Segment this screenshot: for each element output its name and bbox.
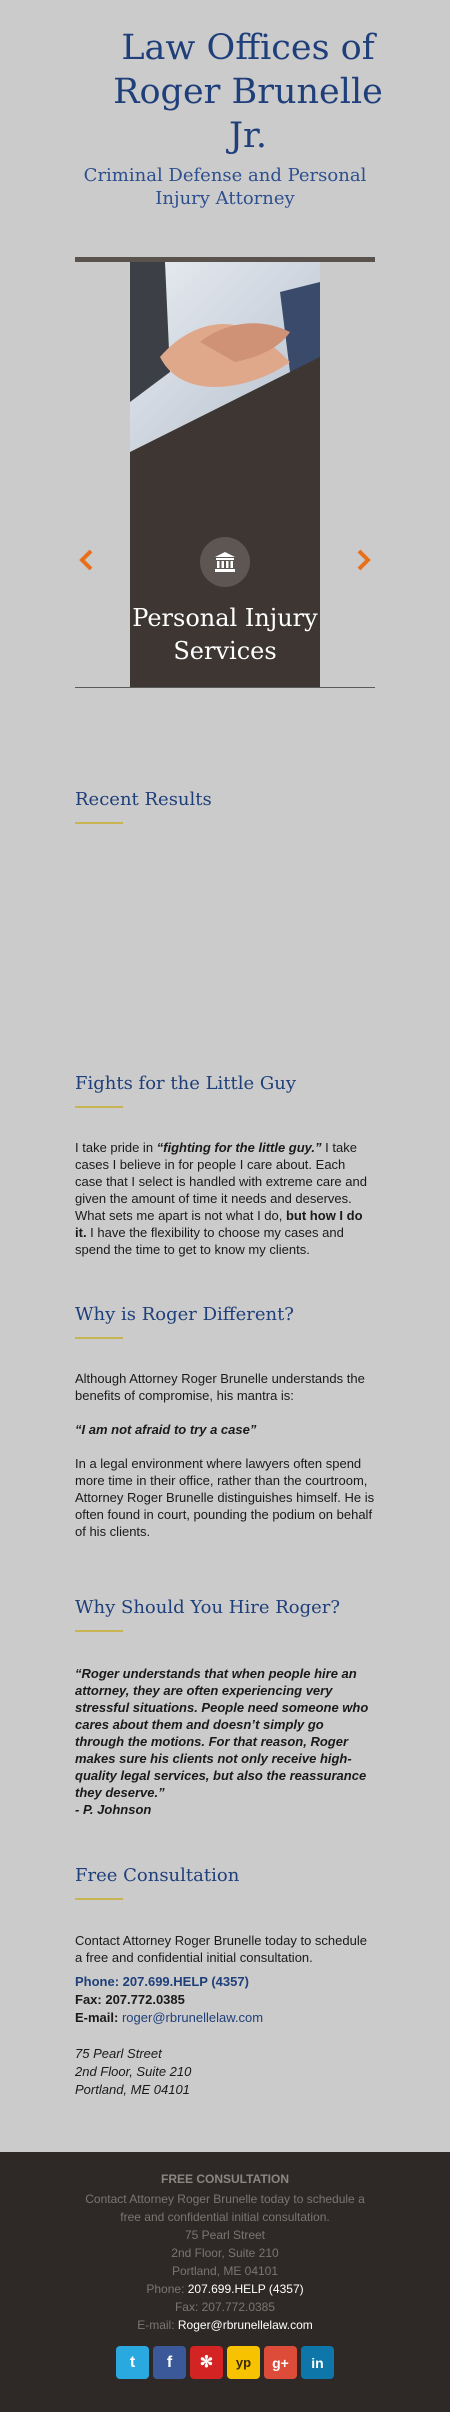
handshake-image xyxy=(130,262,320,452)
services-slider[interactable] xyxy=(75,262,375,688)
free-consultation-heading: Free Consultation xyxy=(75,1865,240,1886)
free-consultation-section xyxy=(75,1864,375,2099)
chevron-left-icon xyxy=(79,549,95,571)
fights-emphasis: “fighting for the little guy.” xyxy=(156,1140,322,1155)
footer-phone-link[interactable]: 207.699.HELP (4357) xyxy=(187,2282,304,2296)
footer-intro: Contact Attorney Roger Brunelle today to schedule a free and confidential initial consultation. xyxy=(85,2192,365,2224)
site-header xyxy=(0,0,450,210)
slider-prev-arrow[interactable] xyxy=(77,548,97,572)
footer-email: E-mail: Roger@rbrunellelaw.com xyxy=(137,2318,313,2332)
recent-results-content xyxy=(75,824,375,1072)
footer-email-link[interactable]: Roger@rbrunellelaw.com xyxy=(177,2318,313,2332)
site-tagline: Criminal Defense and Personal Injury Attorney xyxy=(83,165,367,209)
slide-caption[interactable]: Personal Injury Services xyxy=(132,604,318,665)
fights-section xyxy=(75,1072,375,1258)
why-hire-section xyxy=(75,1596,375,1818)
why-paragraph-1: Although Attorney Roger Brunelle understands the benefits of compromise, his mantra is: xyxy=(75,1371,365,1403)
fax-number: Fax: 207.772.0385 xyxy=(75,1992,185,2007)
heading-underline xyxy=(75,1898,123,1900)
site-footer xyxy=(0,2152,450,2412)
footer-phone: Phone: 207.699.HELP (4357) xyxy=(146,2282,304,2296)
recent-results-heading: Recent Results xyxy=(75,789,212,810)
facebook-icon[interactable]: f xyxy=(153,2346,186,2379)
heading-underline xyxy=(75,1337,123,1339)
consultation-intro: Contact Attorney Roger Brunelle today to schedule a free and confidential initial consultation. xyxy=(75,1933,367,1965)
slide-personal-injury[interactable] xyxy=(130,262,320,687)
social-links xyxy=(0,2346,450,2379)
why-mantra-quote: “I am not afraid to try a case” xyxy=(75,1422,257,1437)
email-link[interactable]: roger@rbrunellelaw.com xyxy=(121,2010,264,2025)
yellowpages-icon[interactable]: yp xyxy=(227,2346,260,2379)
email-line: E-mail: roger@rbrunellelaw.com xyxy=(75,2010,264,2025)
chevron-right-icon xyxy=(355,549,371,571)
heading-underline xyxy=(75,1106,123,1108)
footer-address-2: 2nd Floor, Suite 210 xyxy=(171,2246,279,2260)
fights-bold: but how I do it. xyxy=(75,1208,363,1240)
site-title[interactable]: Law Offices of Roger Brunelle Jr. xyxy=(113,28,383,156)
fights-heading: Fights for the Little Guy xyxy=(75,1073,297,1094)
phone-link[interactable]: Phone: 207.699.HELP (4357) xyxy=(75,1974,249,1989)
recent-results-section xyxy=(75,788,375,1072)
why-paragraph-2: In a legal environment where lawyers often spend more time in their office, rather than the courtroom, Attorney Roger Brunelle distinguishes himself. He is often found in court, pounding the podium on behalf of his clients. xyxy=(75,1456,375,1539)
footer-fax: Fax: 207.772.0385 xyxy=(174,2300,276,2314)
footer-address-3: Portland, ME 04101 xyxy=(171,2264,279,2278)
yelp-icon[interactable]: ✻ xyxy=(190,2346,223,2379)
fights-paragraph: I take pride in “fighting for the little guy.” I take cases I believe in for people I care about. Each case that I select is handled with extreme care and given the amount of time it needs and deserves. What sets me apart is not what I do, but how I do it. I have the flexibility to choose my cases and spend the time to get to know my clients. xyxy=(75,1140,367,1257)
office-address: 75 Pearl Street 2nd Floor, Suite 210 Portland, ME 04101 xyxy=(75,2046,192,2097)
footer-address-1: 75 Pearl Street xyxy=(184,2228,266,2242)
why-different-section xyxy=(75,1303,375,1540)
why-different-heading: Why is Roger Different? xyxy=(75,1304,294,1325)
why-hire-heading: Why Should You Hire Roger? xyxy=(75,1597,341,1618)
courthouse-icon xyxy=(200,537,250,587)
testimonial-text: “Roger understands that when people hire an attorney, they are often experiencing very stressful situations. People need someone who cares about them and doesn’t simply go through the motions. For that reason, Roger makes sure his clients not only receive high-quality legal services, but also the reassurance they deserve.” - P. Johnson xyxy=(75,1666,369,1817)
testimonial-author: - P. Johnson xyxy=(75,1802,152,1817)
footer-title: FREE CONSULTATION xyxy=(161,2172,289,2186)
google-plus-icon[interactable]: g+ xyxy=(264,2346,297,2379)
twitter-icon[interactable]: t xyxy=(116,2346,149,2379)
slider-next-arrow[interactable] xyxy=(353,548,373,572)
heading-underline xyxy=(75,1630,123,1632)
linkedin-icon[interactable]: in xyxy=(301,2346,334,2379)
